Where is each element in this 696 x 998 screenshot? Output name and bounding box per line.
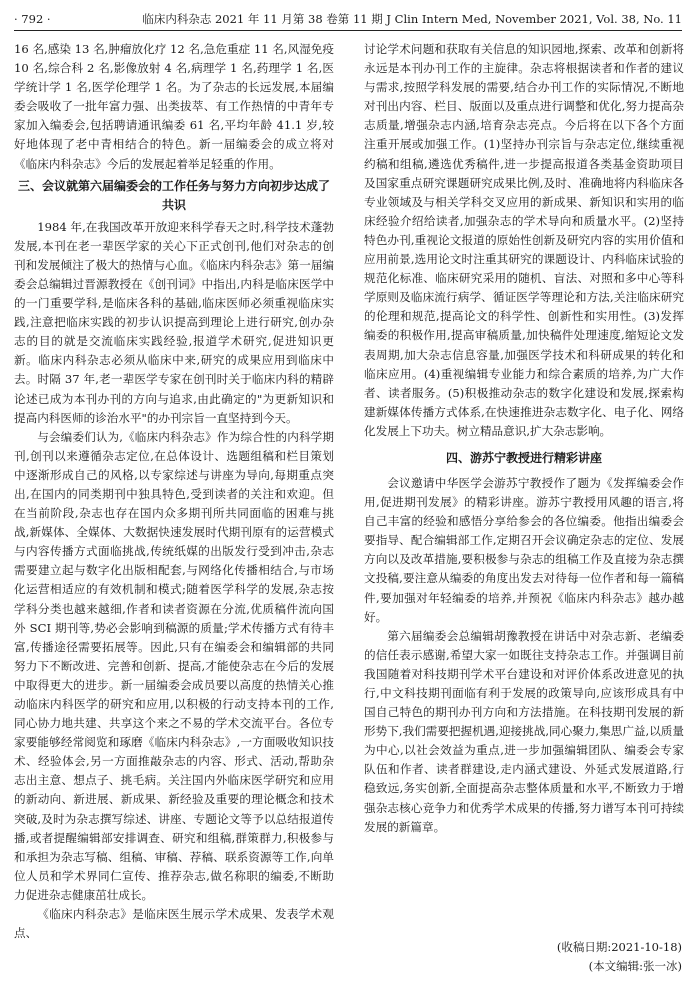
editor-note: (本文编辑:张一冰) [588, 959, 682, 973]
paragraph-last: 《临床内科杂志》是临床医生展示学术成果、发表学术观点、 [14, 907, 334, 941]
received-date: (收稿日期:2021-10-18) [556, 940, 682, 954]
paragraph-editors: 与会编委们认为,《临床内科杂志》作为综合性的内科学期刊,创刊以来遵循杂志定位,在总体设计、选题组稿和栏目策划中逐渐形成自己的风格,以专家综述与讲座为导向,每期重点突出,在国内的同类期刊中独具特色,受到读者的关注和欢迎。但在当前阶段,杂志也存在国内众多期刊所共同面临的困难与挑战,新媒体、全媒体、大数据快速发展时代期刊原有的运营模式与内容传播方式面临挑战,传统纸媒的出版发行受到冲击,杂志需要建立起与数字化出版相配套,与网络化传播相结合,与市场化运营相适应的有效机制和模式;随着医学科学的发展,杂志按学科分类也越来越细,作者和读者资源在分流,优质稿件流向国外 SCI 期刊等,势必会影响到稿源的质量;学术传播方式有待丰富,传播途径需要拓展等。因此,只有在编委会和编辑部的共同努力下不断改进、完善和创新、提高,才能使杂志在今后的发展中取得更大的进步。新一届编委会成员要以高度的热情关心推动临床内科医学的研究和应用,以积极的行动支持本刊的工作,同心协力地共建、共享这个来之不易的学术交流平台。各位专家要能够经常阅览和琢磨《临床内科杂志》,一方面吸收知识技术、经验体会,另一方面推敲杂志的内容、形式、活动,帮助杂志出主意、想点子、挑毛病。关注国内外临床医学研究和应用的新动向、新进展、新成果、新经验及重要的理论概念和技术突破,及时为杂志撰写综述、讲座、专题论文等予以总结报道传播,或者提醒编辑部安排调查、研究和组稿,群策群力,积极参与和承担为杂志写稿、组稿、审稿、荐稿、联系资源等工作,向单位人员和学术界同仁宣传、推荐杂志,做名称职的编委,不断助力促进杂志健康茁壮成长。 [14, 429, 334, 902]
paragraph-intro: 16 名,感染 13 名,肿瘤放化疗 12 名,急危重症 11 名,风湿免疫 10 名,综合科 2 名,影像放射 4 名,病理学 1 名,药理学 1 名,医学统计学 1 名,医学伦理学 1 名。为了杂志的长远发展,本届编委会吸收了一批年富力强、出类拔萃、有工作热情的中青年专家加入编委会,包括聘请通讯编委 61 名,平均年龄 41.1 岁,较好地体现了老中青相结合的特色。新一届编委会的成立将对《临床内科杂志》今后的发展起着举足轻重的作用。 [14, 42, 334, 171]
paragraph-continued: 讨论学术问题和获取有关信息的知识园地,探索、改革和创新将永远是本刊办刊工作的主旋律。杂志将根据读者和作者的建议与需求,按照学科发展的需要,结合办刊工作的实际情况,不断地对刊出内容、栏目、版面以及重点进行调整和优化,努力提高杂志质量,增强杂志内涵,培育杂志亮点。今后将在以下各个方面注重开展或加强工作。(1)坚持办刊宗旨与杂志定位,继续重视约稿和组稿,遴选优秀稿件,进一步提高报道各类基金资助项目及国家重点研究课题研究成果比例,及时、准确地将内科临床各专业领域及与相关学科交叉应用的新成果、新知识和实用的临床经验介绍给读者,加强杂志的学术导向和质量水平。(2)坚持特色办刊,重视论文报道的原始性创新及研究内容的实用价值和应用前景,选用论文时注重其研究的课题设计、内科临床试验的规范化标准、临床研究采用的随机、盲法、对照和多中心等科学原则及临床流行病学、循证医学等理论和方法,关注临床研究的伦理和规范,提高论文的科学性、创新性和实用性。(3)发挥编委的积极作用,提高审稿质量,加快稿件处理速度,缩短论文发表周期,加大杂志信息容量,加强医学技术和科研成果的转化和临床应用。(4)重视编辑专业能力和综合素质的培养,为广大作者、读者服务。(5)积极推动杂志的数字化建设和发展,探索构建新媒体传播方式体系,在快速推进杂志数字化、电子化、网络化发展上下功夫。树立精品意识,扩大杂志影响。 [364, 42, 684, 438]
right-column [364, 40, 684, 837]
journal-title: 临床内科杂志 2021 年 11 月第 38 卷第 11 期 J Clin Intern Med, November 2021, Vol. 38, No. 11 [142, 12, 682, 26]
page-number: · 792 · [14, 12, 51, 26]
left-column [14, 40, 334, 943]
paragraph-closing: 第六届编委会总编辑胡豫教授在讲话中对杂志新、老编委的信任表示感谢,希望大家一如既往支持杂志工作。并强调目前我国随着对科技期刊学术平台建设和对评价体系改进意见的执行,中文科技期刊面临有利于发展的政策导向,应该形成具有中国自己特色的期刊办刊方向和方法措施。在科技期刊发展的新形势下,我们需要把握机遇,迎接挑战,同心聚力,集思广益,以质量为中心,以社会效益为重点,进一步加强编辑团队、编委会专家队伍和作者、读者群建设,走内涵式建设、外延式发展道路,行稳致远,务实创新,全面提高杂志整体质量和水平,不断致力于增强杂志核心竞争力和优秀学术成果的传播,努力谱写本刊可持续发展的新篇章。 [364, 628, 684, 834]
running-header [14, 8, 682, 31]
paragraph-lecture: 会议邀请中华医学会游苏宁教授作了题为《发挥编委会作用,促进期刊发展》的精彩讲座。游苏宁教授用风趣的语言,将自己丰富的经验和感悟分享给参会的各位编委。他指出编委会要指导、配合编辑部工作,定期召开会议确定杂志的定位、发展方向以及改革措施,要积极参与杂志的组稿工作及直接为杂志撰文投稿,要注意从编委的角度出发去对待每一位作者和每一篇稿件,要加强对年轻编委的培养,并预祝《临床内科杂志》越办越好。 [364, 475, 684, 624]
section-4-heading: 四、游苏宁教授进行精彩讲座 [445, 450, 602, 465]
section-3-heading: 三、会议就第六届编委会的工作任务与努力方向初步达成了共识 [17, 178, 330, 212]
paragraph-1984: 1984 年,在我国改革开放迎来科学春天之时,科学技术蓬勃发展,本刊在老一辈医学家的关心下正式创刊,他们对杂志的创刊和发展倾注了极大的热情与心血。《临床内科杂志》第一届编委会总编辑过晋源教授在《创刊词》中指出,内科是临床医学中的一门重要学科,是临床各科的基础,临床医师必须重视临床实践,注意把临床实践的初步认识提高到理论上进行研究,创办杂志的目的就是交流临床实践经验,报道学术研究,促进知识更新。临床内科杂志必须从临床中来,研究的成果应用到临床中去。时隔 37 年,老一辈医学专家在创刊时关于临床内科的精辟论述已成为本刊办刊的方向与追求,由此确定的"为更新知识和提高内科医师的诊治水平"的办刊宗旨一直坚持到今天。 [14, 219, 334, 425]
